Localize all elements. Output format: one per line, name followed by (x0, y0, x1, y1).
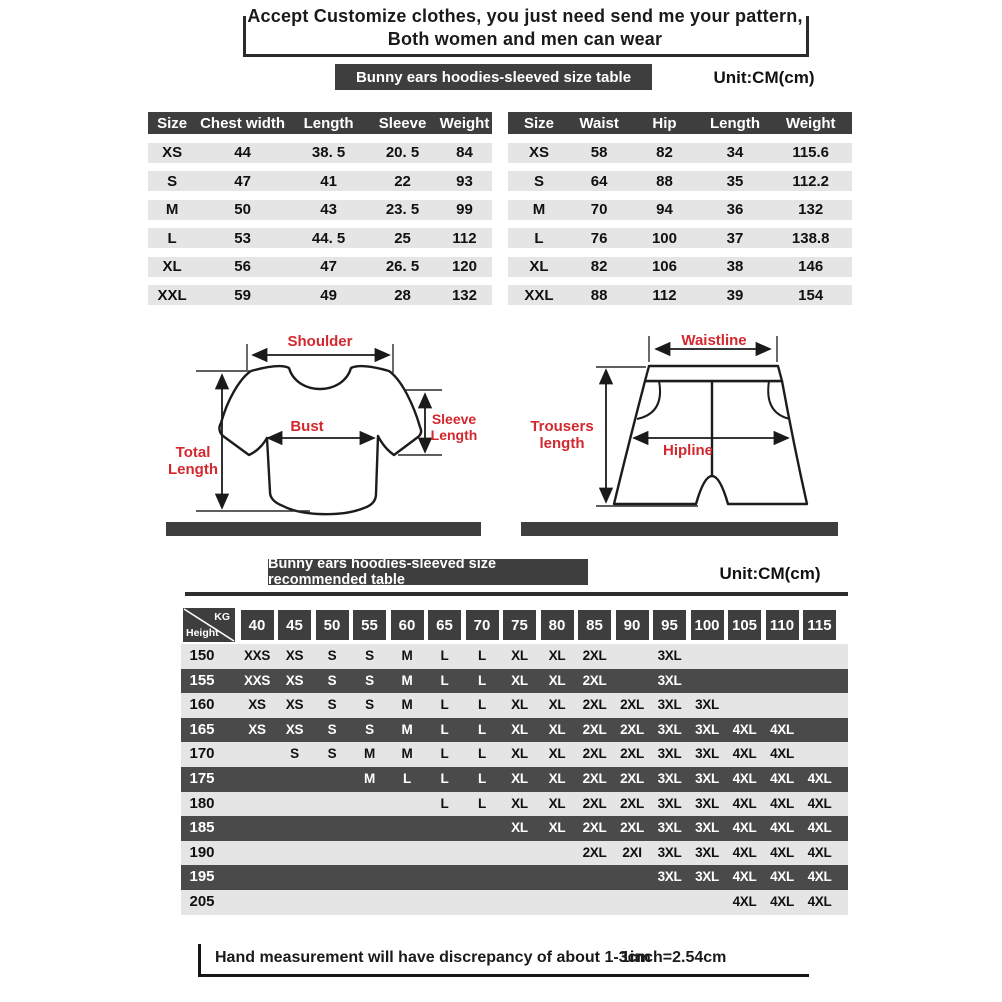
column-header: Size (523, 114, 554, 132)
table-header-row (508, 112, 852, 134)
table-cell: 120 (451, 258, 477, 275)
matrix-cell: 4XL (807, 771, 832, 786)
table-cell: 59 (234, 286, 251, 304)
matrix-cell: 4XL (732, 721, 757, 737)
table-cell: 38 (726, 258, 744, 275)
matrix-cell: L (478, 721, 486, 737)
matrix-cell: 3XL (657, 697, 682, 713)
matrix-cell: S (327, 672, 337, 688)
matrix-cell: XS (248, 721, 266, 737)
matrix-cell: XS (248, 697, 266, 713)
matrix-cell: S (290, 746, 299, 762)
column-header: Hip (652, 114, 677, 132)
bust-label: Bust (290, 418, 324, 435)
matrix-cell: 2XL (582, 844, 607, 860)
table-cell: 49 (320, 286, 337, 304)
table-row (148, 285, 492, 305)
column-header: Sleeve (378, 114, 427, 132)
matrix-kg-cell: 80 (541, 610, 574, 640)
matrix-cell: 3XL (695, 795, 719, 811)
matrix-cell: XL (511, 697, 528, 713)
matrix-row (181, 669, 848, 694)
matrix-cell: 4XL (770, 795, 794, 811)
matrix-cell: 4XL (732, 746, 757, 762)
hoodie-size-table (148, 112, 492, 305)
matrix-cell: XL (548, 820, 566, 836)
matrix-kg-cell: 95 (653, 610, 686, 640)
matrix-cell: 4XL (770, 746, 794, 762)
matrix-cell: 4XL (807, 844, 832, 860)
matrix-cell: XL (511, 746, 528, 762)
table-cell: 43 (320, 201, 337, 218)
table-cell: 38. 5 (311, 144, 346, 161)
shirt-diagram (219, 366, 421, 514)
matrix-height-label: 165 (189, 720, 215, 738)
table-cell: 20. 5 (385, 144, 420, 161)
table-cell: 138.8 (791, 229, 830, 247)
matrix-cell: 3XL (657, 820, 682, 836)
matrix-cell: L (440, 746, 449, 762)
shorts-diagram (614, 366, 807, 504)
matrix-cell: 3XL (657, 844, 682, 860)
table-cell: 112 (452, 229, 477, 247)
matrix-row (181, 816, 848, 841)
matrix-cell: L (478, 697, 486, 713)
matrix-cell: 3XL (695, 721, 719, 737)
matrix-cell: 4XL (807, 795, 832, 811)
matrix-cell: XS (285, 721, 304, 737)
table-cell: 47 (234, 172, 251, 190)
matrix-cell: 2XL (620, 721, 644, 737)
left-separator-bar (166, 522, 481, 536)
matrix-height-label: 160 (189, 696, 215, 714)
matrix-height-label: 175 (189, 770, 215, 787)
divider-line (185, 592, 848, 596)
unit-label-1: Unit:CM(cm) (713, 68, 815, 87)
matrix-height-label: 150 (189, 647, 215, 664)
matrix-cell: 2XL (620, 795, 644, 811)
matrix-cell: 4XL (770, 894, 794, 909)
table-cell: 28 (394, 286, 411, 304)
section2-title-bar (268, 556, 588, 588)
matrix-cell: XL (548, 672, 566, 688)
matrix-cell: 4XL (807, 894, 832, 909)
measurement-note: Hand measurement will have discrepancy of about 1-3cm (215, 949, 651, 966)
table-cell: 84 (456, 144, 473, 161)
size-recommendation-matrix (181, 608, 848, 915)
banner-line1: Accept Customize clothes, you just need send me your pattern, (247, 6, 803, 26)
matrix-cell: XL (511, 771, 528, 786)
table-cell: 82 (590, 258, 608, 275)
matrix-cell: L (440, 697, 449, 713)
matrix-cell: 4XL (732, 795, 757, 811)
section1-title: Bunny ears hoodies-sleeved size table (355, 68, 632, 86)
matrix-cell: 3XL (657, 746, 682, 762)
matrix-cell: 4XL (770, 771, 794, 786)
table-cell: XS (528, 144, 549, 161)
table-cell: S (533, 172, 544, 190)
matrix-cell: XS (285, 672, 304, 688)
table-cell: XXL (157, 286, 187, 304)
table-cell: 106 (651, 258, 677, 275)
matrix-kg-cell: 90 (616, 610, 649, 640)
matrix-cell: L (478, 648, 486, 663)
matrix-cell: 4XL (770, 721, 794, 737)
matrix-cell: M (401, 746, 413, 762)
matrix-cell: S (327, 697, 337, 713)
matrix-cell: L (478, 771, 486, 786)
table-cell: 37 (726, 229, 744, 247)
table-cell: L (167, 229, 177, 247)
column-header: Weight (439, 114, 490, 132)
matrix-kg-cell: 105 (728, 610, 761, 640)
matrix-cell: 4XL (770, 844, 794, 860)
matrix-row (181, 693, 848, 718)
matrix-cell: 2XL (582, 721, 607, 737)
matrix-cell: 3XL (695, 844, 719, 860)
matrix-kg-cell: 75 (503, 610, 536, 640)
matrix-kg-cell: 45 (278, 610, 311, 640)
table-row (148, 228, 492, 248)
table-cell: 112.2 (792, 172, 830, 190)
matrix-cell: 3XL (657, 869, 682, 885)
column-header: Chest width (200, 114, 286, 132)
table-cell: 146 (798, 258, 824, 275)
table-cell: 132 (798, 201, 824, 218)
table-cell: 26. 5 (385, 258, 420, 275)
matrix-row (181, 865, 848, 890)
trousers-length-label: Trousers length (530, 418, 594, 452)
table-cell: 22 (394, 172, 411, 190)
matrix-cell: XL (548, 746, 566, 762)
matrix-cell: L (478, 795, 486, 811)
matrix-cell: XL (511, 721, 528, 737)
matrix-cell: XL (511, 820, 528, 836)
table-cell: 44. 5 (311, 229, 346, 247)
table-cell: 36 (726, 201, 744, 218)
table-cell: 25 (394, 229, 411, 247)
section2-title: Bunny ears hoodies-sleeved size recommended table (268, 556, 497, 588)
matrix-cell: XL (511, 795, 528, 811)
matrix-cell: 3XL (657, 771, 682, 786)
matrix-cell: 4XL (807, 820, 832, 836)
unit-label-2: Unit:CM(cm) (719, 564, 821, 583)
table-cell: 88 (590, 286, 608, 304)
matrix-cell: XS (285, 697, 304, 713)
matrix-cell: 4XL (732, 844, 757, 860)
matrix-cell: M (401, 697, 413, 713)
matrix-kg-cell: 70 (466, 610, 499, 640)
matrix-cell: 3XL (657, 721, 682, 737)
matrix-cell: XL (511, 672, 528, 688)
matrix-cell: 4XL (732, 820, 757, 836)
matrix-cell: 2XL (582, 672, 607, 688)
matrix-kg-cell: 115 (803, 610, 836, 640)
matrix-cell: 2XL (582, 771, 607, 786)
matrix-cell: XL (548, 697, 566, 713)
matrix-cell: S (365, 672, 374, 688)
matrix-height-label: 205 (189, 893, 215, 910)
table-cell: 88 (656, 172, 673, 190)
table-cell: XS (162, 144, 183, 161)
table-cell: 35 (726, 172, 744, 190)
table-cell: M (532, 201, 546, 218)
matrix-kg-cell: 55 (353, 610, 386, 640)
matrix-cell: S (327, 746, 337, 762)
table-row (148, 143, 492, 163)
matrix-cell: S (365, 697, 374, 713)
matrix-cell: XXS (243, 672, 271, 688)
matrix-height-label: 185 (189, 819, 215, 837)
table-cell: 39 (726, 286, 744, 304)
matrix-cell: L (440, 721, 449, 737)
matrix-kg-cell: 65 (428, 610, 461, 640)
matrix-cell: 2XL (582, 820, 607, 836)
matrix-row (181, 742, 848, 767)
matrix-kg-cell: 40 (241, 610, 274, 640)
table-cell: XL (162, 258, 182, 275)
table-cell: 23. 5 (385, 201, 420, 218)
table-row (508, 228, 852, 248)
matrix-row (181, 718, 848, 743)
column-header: Size (157, 114, 188, 132)
kg-label: KG (214, 611, 230, 623)
matrix-cell: 3XL (657, 672, 682, 688)
matrix-cell: 2XL (582, 746, 607, 762)
measurement-diagrams (150, 330, 850, 545)
matrix-cell: M (401, 648, 413, 663)
matrix-cell: 3XL (695, 697, 719, 713)
matrix-cell: 3XL (695, 820, 719, 836)
matrix-cell: 2XL (582, 648, 607, 663)
matrix-cell: L (440, 771, 449, 786)
matrix-cell: XL (548, 771, 566, 786)
table-cell: XXL (524, 286, 554, 304)
table-cell: 64 (590, 172, 608, 190)
column-header: Weight (785, 114, 836, 132)
footer-note-box (198, 944, 809, 977)
matrix-cell: 4XL (807, 869, 832, 885)
table-cell: 115.6 (792, 144, 830, 161)
table-row (148, 171, 492, 191)
table-cell: 50 (234, 201, 251, 218)
table-row (508, 257, 852, 277)
matrix-row (181, 890, 848, 915)
matrix-kg-cell: 110 (766, 610, 799, 640)
table-cell: 76 (590, 229, 608, 247)
matrix-cell: L (440, 648, 449, 663)
waistline-label: Waistline (681, 332, 747, 349)
table-cell: 47 (320, 258, 337, 275)
table-cell: XL (529, 258, 549, 275)
matrix-cell: M (364, 746, 375, 762)
matrix-cell: M (364, 771, 375, 786)
matrix-kg-cell: 85 (578, 610, 611, 640)
table-cell: 94 (656, 201, 673, 218)
matrix-cell: 4XL (770, 820, 794, 836)
matrix-cell: S (365, 648, 374, 663)
table-header-row (148, 112, 492, 134)
matrix-cell: 3XL (695, 746, 719, 762)
matrix-height-label: 195 (189, 868, 215, 886)
column-header: Length (303, 114, 354, 132)
shoulder-label: Shoulder (287, 333, 353, 350)
matrix-cell: 2XL (620, 820, 644, 836)
matrix-height-label: 180 (189, 794, 215, 812)
table-row (148, 200, 492, 220)
matrix-row (181, 767, 848, 792)
table-cell: 44 (234, 144, 251, 161)
matrix-cell: XL (548, 721, 566, 737)
matrix-cell: L (440, 672, 449, 688)
table-cell: 93 (456, 172, 473, 190)
table-cell: 154 (798, 286, 824, 304)
matrix-cell: S (365, 721, 374, 737)
matrix-cell: 3XL (695, 869, 719, 885)
total-length-label: Total Length (168, 444, 218, 478)
matrix-kg-cell: 60 (391, 610, 424, 640)
matrix-cell: XS (285, 648, 304, 663)
matrix-corner (183, 608, 235, 642)
matrix-cell: XL (548, 795, 566, 811)
matrix-cell: 2XL (582, 795, 607, 811)
table-cell: 53 (234, 229, 251, 247)
inch-conversion: 1inch=2.54cm (621, 949, 727, 966)
table-cell: 56 (234, 258, 251, 275)
sleeve-length-label: Sleeve Length (430, 411, 478, 443)
matrix-kg-cell: 100 (691, 610, 724, 640)
matrix-cell: 3XL (657, 795, 682, 811)
matrix-cell: 2XL (620, 771, 644, 786)
column-header: Waist (579, 114, 619, 132)
section1-title-bar (335, 64, 652, 90)
matrix-cell: 2XL (582, 697, 607, 713)
matrix-cell: XL (548, 648, 566, 663)
matrix-cell: M (401, 672, 413, 688)
matrix-cell: 2XI (622, 844, 642, 860)
table-cell: 34 (726, 144, 744, 161)
matrix-cell: 2XL (620, 746, 644, 762)
matrix-cell: L (403, 771, 411, 786)
table-row (508, 143, 852, 163)
table-cell: 82 (656, 144, 673, 161)
table-cell: 132 (451, 286, 477, 304)
hipline-label: Hipline (662, 442, 713, 459)
right-separator-bar (521, 522, 838, 536)
table-row (148, 257, 492, 277)
table-cell: 58 (590, 144, 608, 161)
table-cell: 99 (456, 201, 473, 218)
banner-line2: Both women and men can wear (387, 29, 663, 49)
table-cell: 70 (590, 201, 608, 218)
matrix-cell: S (327, 648, 337, 663)
table-cell: L (534, 229, 544, 247)
matrix-cell: S (327, 721, 337, 737)
table-row (508, 285, 852, 305)
shorts-size-table (508, 112, 852, 305)
matrix-cell: 2XL (620, 697, 644, 713)
matrix-height-label: 190 (189, 843, 215, 861)
matrix-cell: XXS (243, 648, 271, 663)
table-row (508, 200, 852, 220)
matrix-row (181, 792, 848, 817)
table-cell: 100 (651, 229, 677, 247)
matrix-cell: 3XL (695, 771, 719, 786)
table-cell: 41 (320, 172, 337, 190)
height-label: Height (186, 627, 219, 639)
table-cell: 112 (652, 286, 677, 304)
matrix-cell: 4XL (732, 894, 757, 909)
matrix-cell: L (440, 795, 449, 811)
table-cell: S (167, 172, 178, 190)
matrix-cell: XL (511, 648, 528, 663)
matrix-row (181, 841, 848, 866)
matrix-cell: 4XL (732, 771, 757, 786)
column-header: Length (710, 114, 760, 132)
table-cell: M (165, 201, 179, 218)
table-row (508, 171, 852, 191)
matrix-height-label: 155 (189, 671, 215, 689)
matrix-cell: M (401, 721, 413, 737)
matrix-cell: L (478, 672, 486, 688)
matrix-height-label: 170 (189, 745, 215, 763)
matrix-cell: 4XL (770, 869, 794, 885)
matrix-kg-cell: 50 (316, 610, 349, 640)
matrix-cell: 3XL (657, 648, 682, 663)
matrix-row (181, 644, 848, 669)
matrix-cell: 4XL (732, 869, 757, 885)
matrix-cell: L (478, 746, 486, 762)
